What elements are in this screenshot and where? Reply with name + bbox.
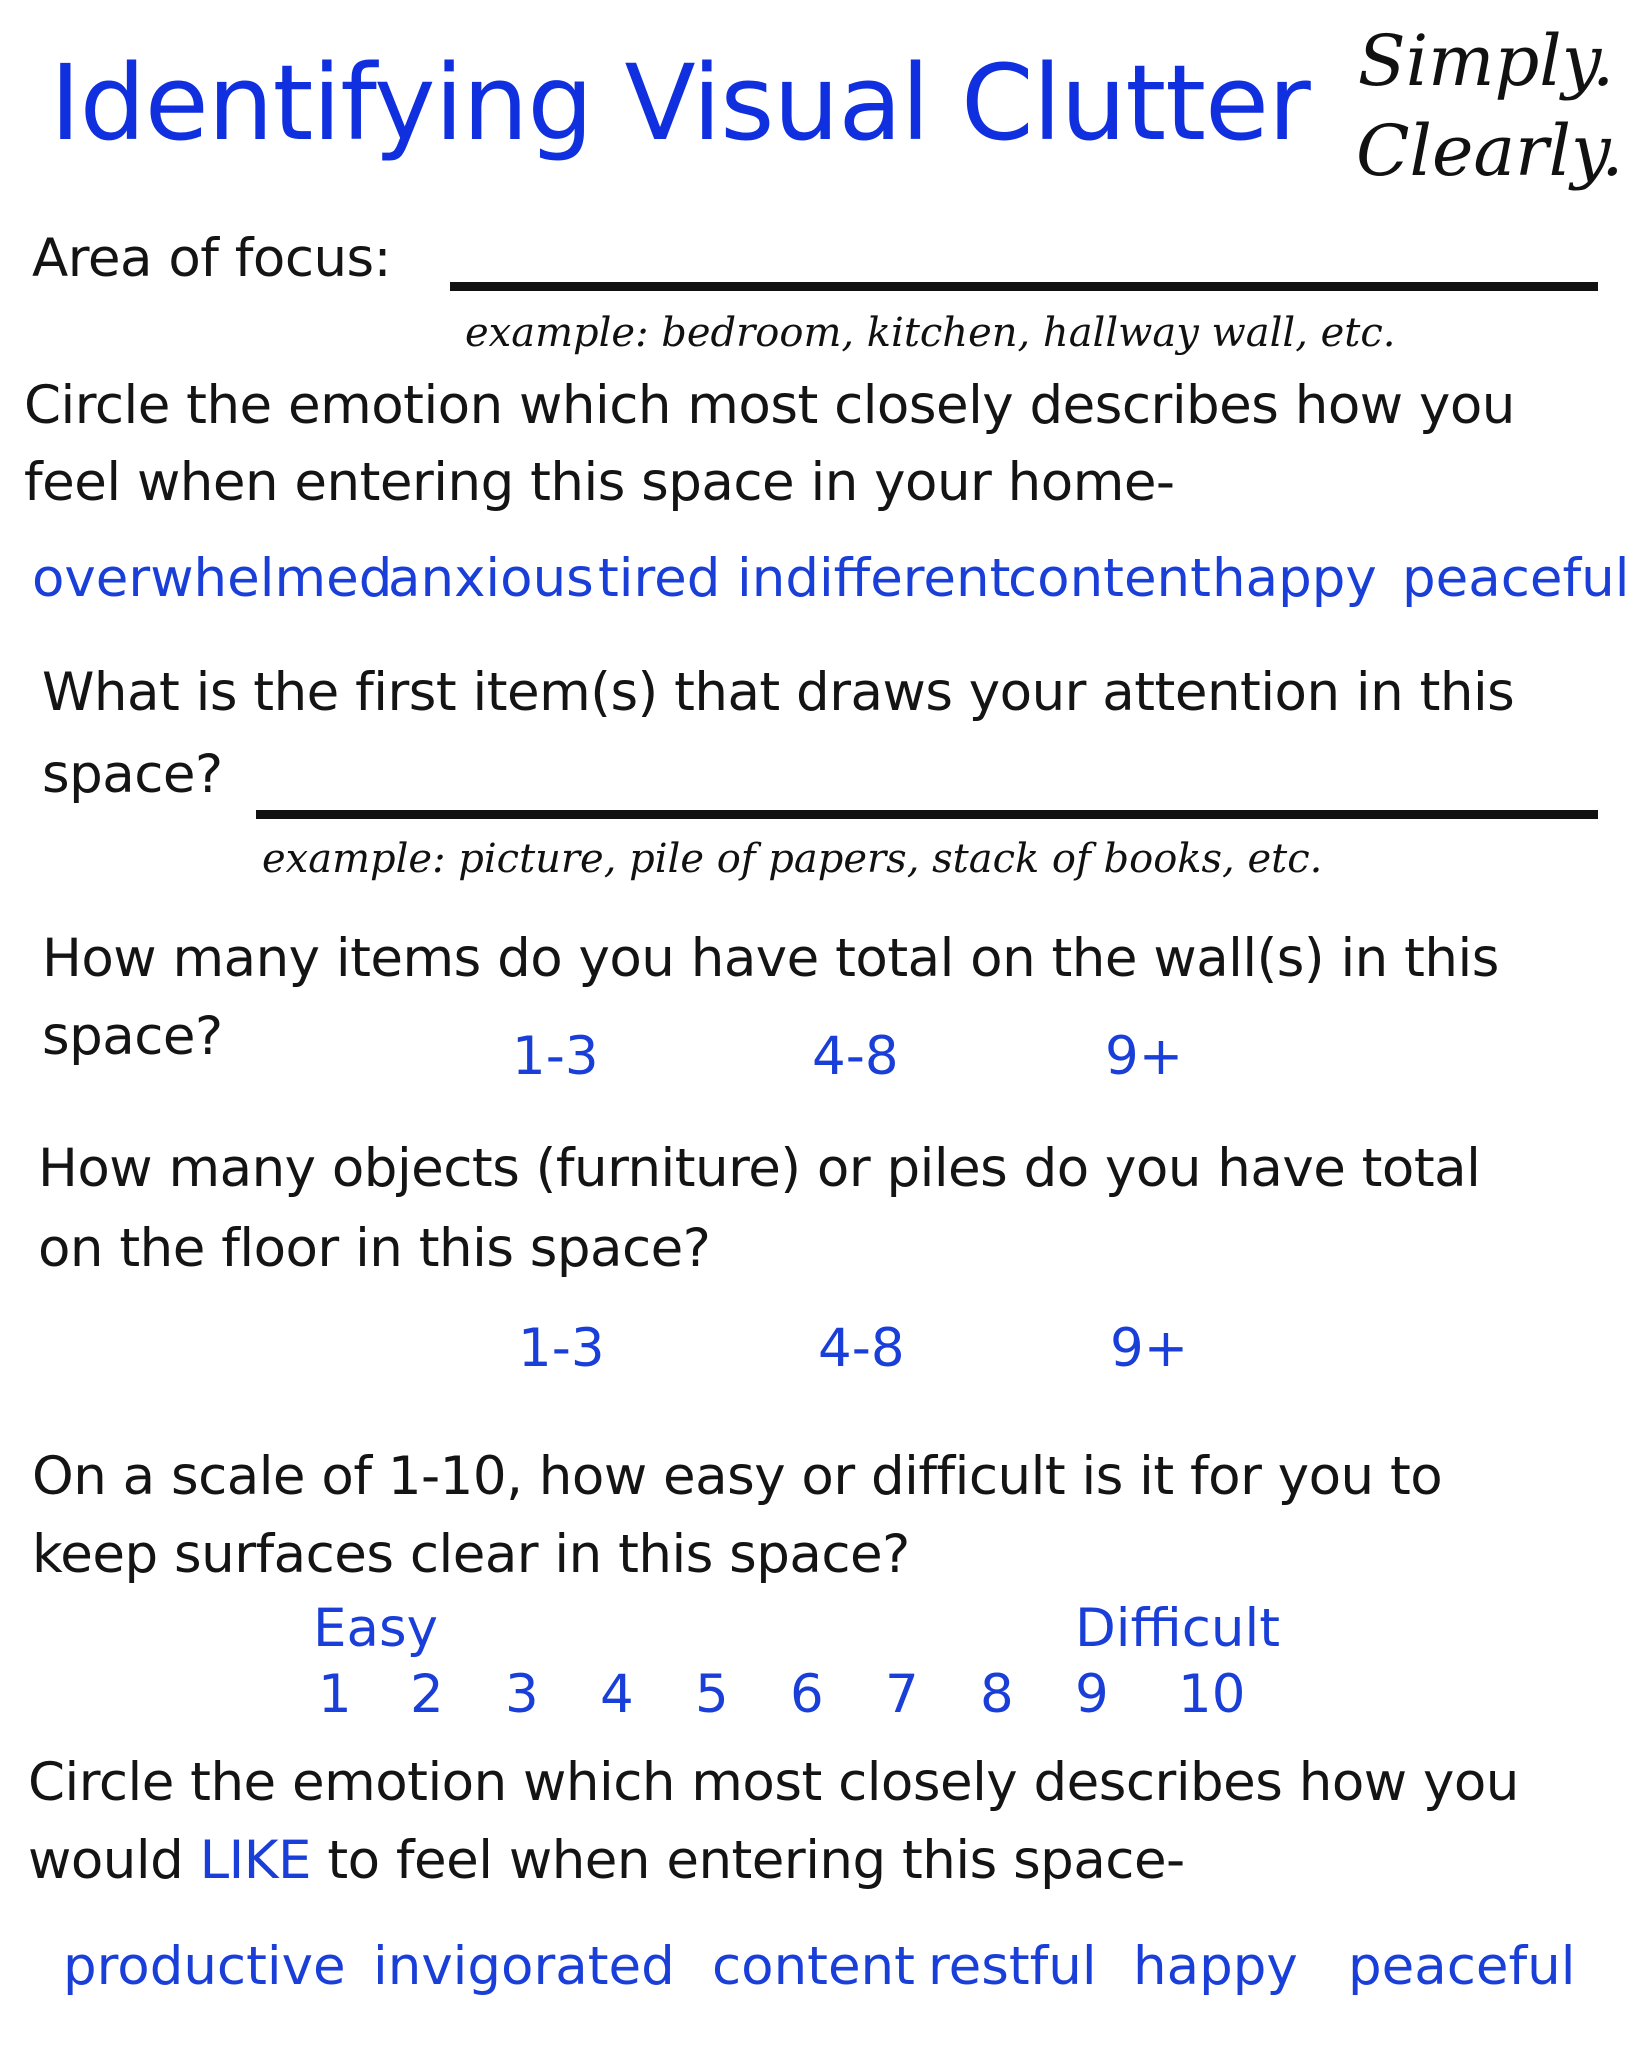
floor-option-9-plus[interactable]: 9+: [1110, 1318, 1189, 1379]
emotion-like-question-line1: Circle the emotion which most closely describes how you: [28, 1752, 1519, 1813]
emotion-like-option-productive[interactable]: productive: [63, 1936, 346, 1997]
emotion-option-anxious[interactable]: anxious: [388, 548, 594, 609]
brand-logo-line2: Clearly.: [1356, 110, 1624, 192]
emotion-option-indifferent[interactable]: indifferent: [737, 548, 1011, 609]
scale-option-2[interactable]: 2: [410, 1664, 444, 1725]
emotion-like-option-invigorated[interactable]: invigorated: [373, 1936, 675, 1997]
first-item-question-line1: What is the first item(s) that draws your attention in this: [42, 662, 1515, 723]
scale-option-7[interactable]: 7: [885, 1664, 919, 1725]
emotion-now-question-line2: feel when entering this space in your home-: [24, 452, 1175, 513]
surfaces-question-line1: On a scale of 1-10, how easy or difficult is it for you to: [32, 1446, 1443, 1507]
emotion-like-question-line2: [28, 1830, 1185, 1891]
emotion-now-question-line1: Circle the emotion which most closely describes how you: [24, 375, 1515, 436]
emotion-like-accent-word: LIKE: [199, 1830, 311, 1891]
scale-option-5[interactable]: 5: [695, 1664, 729, 1725]
emotion-option-content[interactable]: content: [1008, 548, 1211, 609]
floor-items-question-line1: How many objects (furniture) or piles do you have total: [38, 1138, 1481, 1199]
scale-option-10[interactable]: 10: [1178, 1664, 1246, 1725]
wall-items-question-line1: How many items do you have total on the wall(s) in this: [42, 928, 1499, 989]
emotion-like-option-peaceful[interactable]: peaceful: [1348, 1936, 1576, 1997]
scale-option-6[interactable]: 6: [790, 1664, 824, 1725]
scale-option-3[interactable]: 3: [505, 1664, 539, 1725]
wall-option-1-3[interactable]: 1-3: [512, 1026, 599, 1087]
emotion-like-option-happy[interactable]: happy: [1133, 1936, 1298, 1997]
floor-option-1-3[interactable]: 1-3: [518, 1318, 605, 1379]
scale-option-8[interactable]: 8: [980, 1664, 1014, 1725]
emotion-option-overwhelmed[interactable]: overwhelmed: [32, 548, 393, 609]
wall-items-question-line2: space?: [42, 1006, 223, 1067]
emotion-like-option-content[interactable]: content: [712, 1936, 915, 1997]
first-item-example: example: picture, pile of papers, stack of books, etc.: [262, 836, 1323, 882]
scale-difficult-label: Difficult: [1075, 1598, 1281, 1659]
first-item-line[interactable]: [256, 810, 1598, 819]
area-of-focus-example: example: bedroom, kitchen, hallway wall, etc.: [465, 310, 1396, 356]
wall-option-9-plus[interactable]: 9+: [1105, 1026, 1184, 1087]
floor-option-4-8[interactable]: 4-8: [818, 1318, 905, 1379]
emotion-like-option-restful[interactable]: restful: [928, 1936, 1097, 1997]
scale-option-9[interactable]: 9: [1075, 1664, 1109, 1725]
wall-option-4-8[interactable]: 4-8: [812, 1026, 899, 1087]
area-of-focus-line[interactable]: [450, 282, 1598, 291]
brand-logo-line1: Simply.: [1357, 20, 1615, 102]
page-title: Identifying Visual Clutter: [50, 42, 1310, 164]
scale-easy-label: Easy: [313, 1598, 438, 1659]
scale-option-4[interactable]: 4: [600, 1664, 634, 1725]
emotion-option-happy[interactable]: happy: [1212, 548, 1377, 609]
emotion-option-tired[interactable]: tired: [598, 548, 721, 609]
surfaces-question-line2: keep surfaces clear in this space?: [32, 1524, 910, 1585]
emotion-option-peaceful[interactable]: peaceful: [1402, 548, 1630, 609]
area-of-focus-label: Area of focus:: [32, 228, 392, 289]
emotion-like-text-before: would: [28, 1830, 200, 1891]
floor-items-question-line2: on the floor in this space?: [38, 1218, 711, 1279]
scale-option-1[interactable]: 1: [318, 1664, 352, 1725]
emotion-like-text-after: to feel when entering this space-: [311, 1830, 1185, 1891]
first-item-question-line2: space?: [42, 744, 223, 805]
